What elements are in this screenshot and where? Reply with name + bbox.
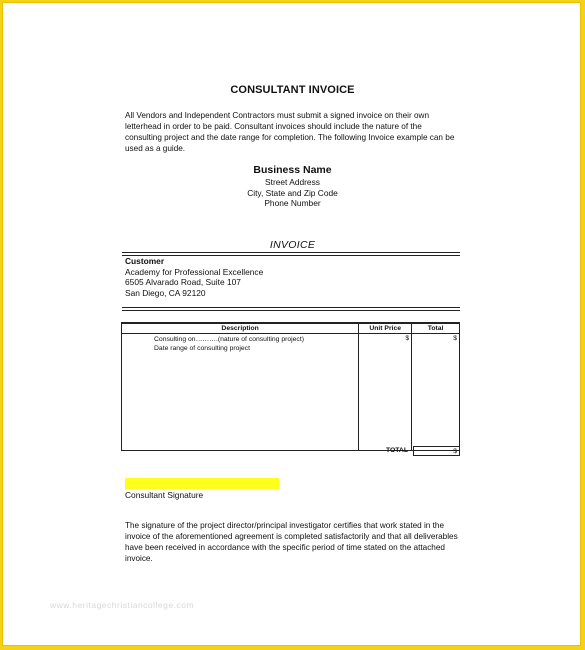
description-line-1: Consulting on……….(nature of consulting project) xyxy=(154,336,304,343)
business-name: Business Name xyxy=(253,164,332,176)
invoice-heading: INVOICE xyxy=(269,239,316,251)
grand-total-value: $ xyxy=(413,446,460,456)
customer-city: San Diego, CA 92120 xyxy=(125,287,206,298)
col-header-unit-price: Unit Price xyxy=(359,323,412,334)
description-line-2: Date range of consulting project xyxy=(154,345,250,352)
business-city-state-zip: City, State and Zip Code xyxy=(247,187,338,198)
grand-total-row xyxy=(359,446,460,457)
table-row xyxy=(122,334,460,451)
col-header-description: Description xyxy=(122,323,359,334)
signature-field[interactable] xyxy=(125,478,279,489)
certification-paragraph: The signature of the project director/principal investigator certifies that work stated in the invoice of the aforementioned agreement is completed satisfactorily and that all deliverables have been received in accordance with the specific period of time stated on the attached invoice. xyxy=(125,521,458,563)
customer-name: Academy for Professional Excellence xyxy=(125,266,264,277)
description-cell xyxy=(122,334,359,451)
watermark: www.heritagechristiancollege.com xyxy=(50,600,195,610)
customer-heading: Customer xyxy=(125,256,165,266)
document-title: CONSULTANT INVOICE xyxy=(230,84,355,96)
table-header-row xyxy=(122,323,460,334)
total-cell: $ xyxy=(412,334,460,451)
business-street: Street Address xyxy=(265,177,320,187)
customer-address: 6505 Alvarado Road, Suite 107 xyxy=(125,277,241,287)
customer-block xyxy=(125,256,263,298)
business-phone: Phone Number xyxy=(264,198,321,208)
signature-label: Consultant Signature xyxy=(125,490,204,500)
col-header-total: Total xyxy=(412,323,460,334)
divider-bottom xyxy=(122,307,460,311)
unit-price-cell: $ xyxy=(359,334,412,451)
line-items-table xyxy=(121,322,460,451)
business-block xyxy=(0,164,585,209)
intro-paragraph: All Vendors and Independent Contractors must submit a signed invoice on their own letterhead in order to be paid. Consultant invoices should include the nature of the consulting project and the date range for completion. The following Invoice example can be used as a guide. xyxy=(125,111,455,153)
grand-total-label: TOTAL xyxy=(385,447,408,454)
